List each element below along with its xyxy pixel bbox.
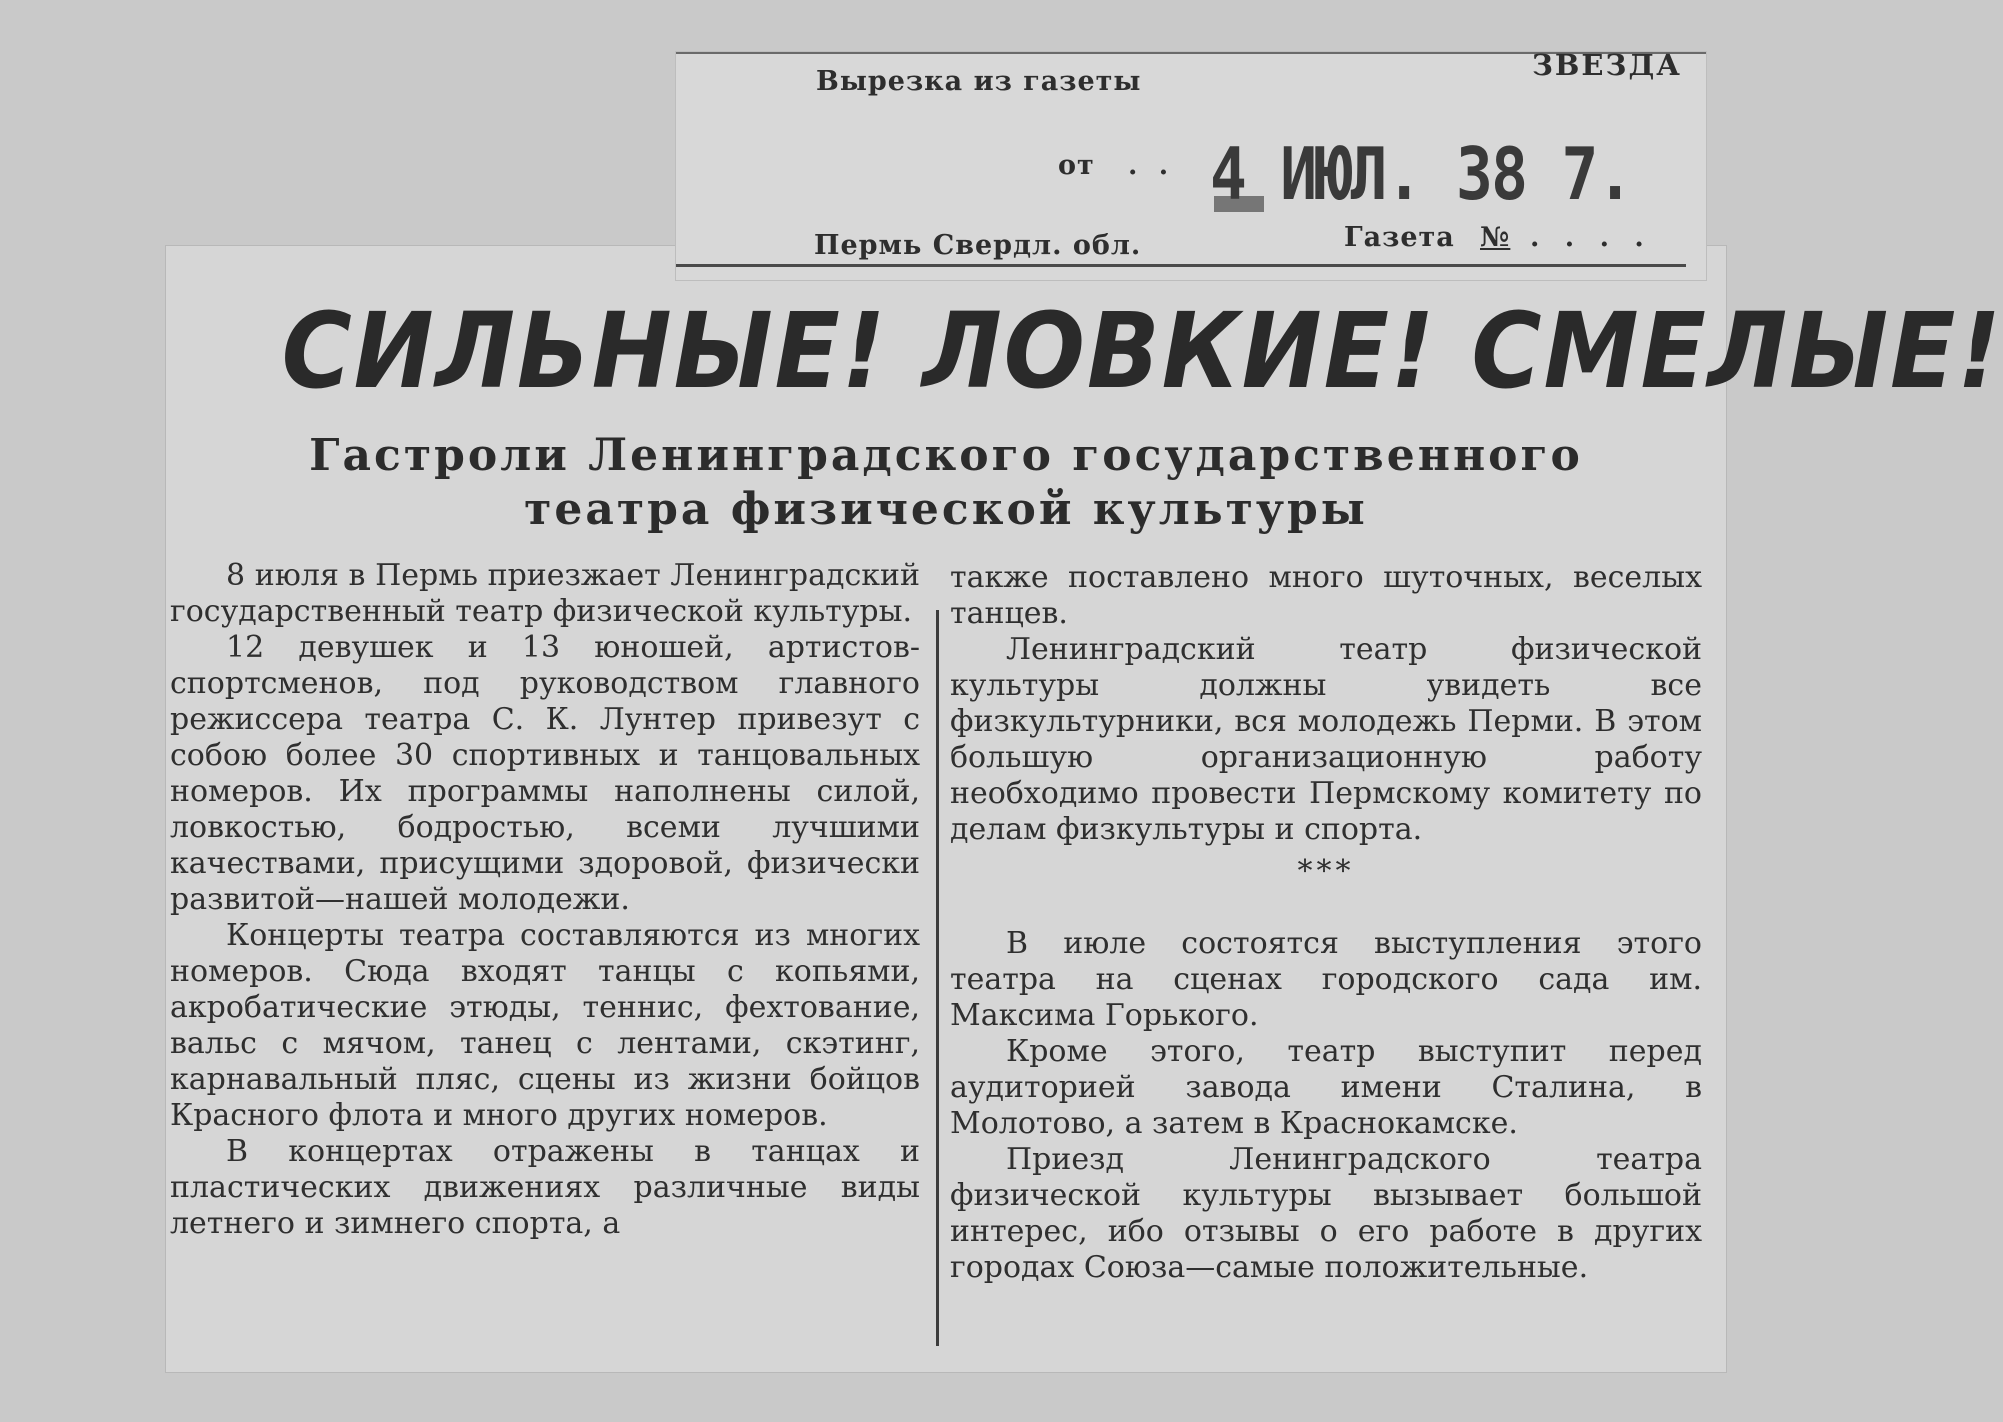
- card-divider-line: [676, 264, 1686, 267]
- paragraph: Ленинградский театр физической культуры должны увидеть все физкультурники, вся молодежь Перми. В этом большую организационную работу необходимо провести Пермскому комитету по делам физкультуры и спорта.: [950, 632, 1702, 847]
- gazeta-label: Газета: [1344, 222, 1455, 253]
- paragraph: Приезд Ленинградского театра физической культуры вызывает большой интерес, ибо отзывы о его работе в других городах Союза—самые положительные.: [950, 1142, 1702, 1285]
- clip-label: Вырезка из газеты: [816, 66, 1142, 97]
- article-subtitle-line-1: Гастроли Ленинградского государственного: [309, 430, 1583, 481]
- date-dots: . .: [1128, 150, 1175, 181]
- paragraph: Кроме этого, театр выступит перед аудиторией завода имени Сталина, в Молотово, а затем в Краснокамске.: [950, 1034, 1702, 1141]
- date-from-label: от: [1058, 150, 1095, 181]
- number-dots: . . . .: [1530, 222, 1652, 253]
- article-subtitle-line-2: театра физической культуры: [524, 484, 1368, 535]
- section-separator: ***: [1297, 854, 1355, 889]
- paragraph: В июле состоятся выступления этого театра на сценах городского сада им. Максима Горького.: [950, 926, 1702, 1033]
- date-stamp: 4 ИЮЛ. 38 7.: [1210, 132, 1632, 216]
- newspaper-name: ЗВЕЗДА: [1532, 48, 1682, 82]
- city-label: Пермь Свердл. обл.: [814, 230, 1142, 261]
- column-divider: [936, 610, 939, 1346]
- paragraph: 8 июля в Пермь приезжает Ленинградский государственный театр физической культуры.: [170, 558, 920, 629]
- paragraph: 12 девушек и 13 юношей, артистов-спортсменов, под руководством главного режиссера театра С. К. Лунтер привезут с собою более 30 спортивных и танцовальных номеров. Их программы наполнены силой, ловкостью, бодростью, всеми лучшими качествами, присущими здоровой, физически развитой—нашей молодежи.: [170, 630, 920, 917]
- paragraph: также поставлено много шуточных, веселых танцев.: [950, 560, 1702, 631]
- number-sign: №: [1480, 222, 1511, 253]
- paragraph: В концертах отражены в танцах и пластических движениях различные виды летнего и зимнего спорта, а: [170, 1134, 920, 1241]
- article-headline: СИЛЬНЫЕ! ЛОВКИЕ! СМЕЛЫЕ!: [281, 290, 2003, 412]
- article-right-column: [950, 560, 1702, 1286]
- paragraph: Концерты театра составляются из многих номеров. Сюда входят танцы с копьями, акробатические этюды, теннис, фехтование, вальс с мячом, танец с лентами, скэтинг, карнавальный пляс, сцены из жизни бойцов Красного флота и много других номеров.: [170, 918, 920, 1133]
- article-left-column: [170, 558, 920, 1242]
